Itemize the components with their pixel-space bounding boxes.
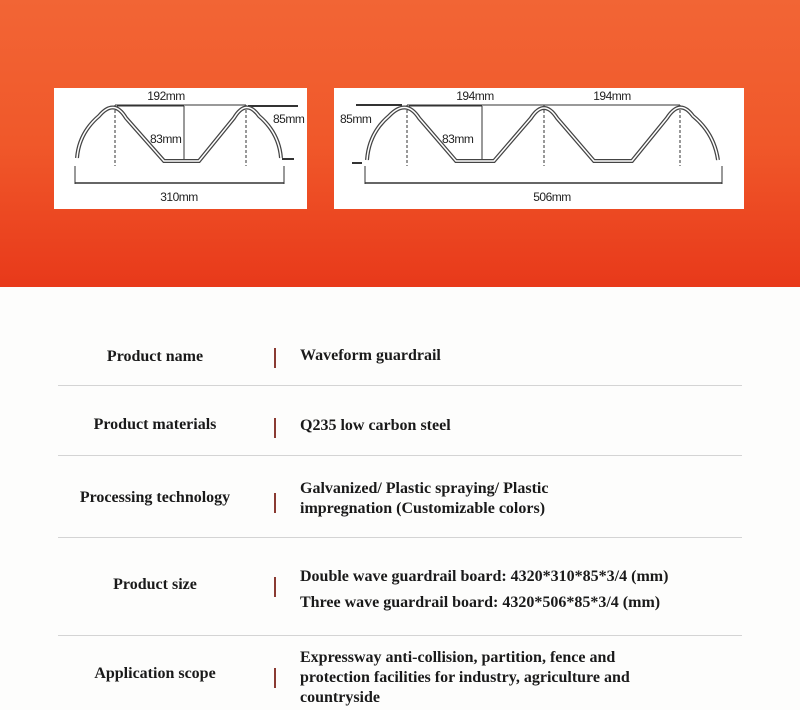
spec-value-line: Galvanized/ Plastic spraying/ Plastic [300, 480, 549, 497]
separator [274, 668, 276, 688]
spec-value-line: Expressway anti-collision, partition, fence and [300, 649, 616, 666]
depth-label: 83mm [442, 132, 474, 146]
width-label: 506mm [533, 190, 571, 204]
pitch-2-label: 194mm [593, 89, 631, 103]
spec-value-line: Double wave guardrail board: 4320*310*85*3/4 (mm) [300, 568, 669, 585]
spec-label: Processing technology [79, 489, 231, 506]
spec-value [300, 648, 770, 708]
height-label: 85mm [273, 112, 305, 126]
spec-value-line: Three wave guardrail board: 4320*506*85*3/4 (mm) [300, 594, 661, 611]
divider [58, 455, 742, 456]
divider [58, 537, 742, 538]
divider [58, 635, 742, 636]
three-wave-diagram [334, 88, 744, 209]
height-label: 85mm [340, 112, 372, 126]
spec-value [300, 479, 770, 519]
spec-value-line: protection facilities for industry, agriculture and [300, 669, 630, 686]
separator [274, 493, 276, 513]
spec-value-line: impregnation (Customizable colors) [300, 500, 546, 517]
spec-label: Product name [106, 348, 204, 365]
separator [274, 348, 276, 368]
spec-value: Waveform guardrail [300, 347, 441, 364]
spec-value [300, 564, 770, 616]
spec-label: Product materials [93, 416, 217, 433]
depth-label: 83mm [150, 132, 182, 146]
width-label: 310mm [160, 190, 198, 204]
separator [274, 577, 276, 597]
spec-value-line: countryside [300, 689, 380, 706]
pitch-label: 192mm [147, 89, 185, 103]
divider [58, 385, 742, 386]
pitch-1-label: 194mm [456, 89, 494, 103]
spec-label: Application scope [94, 665, 216, 682]
double-wave-diagram [54, 88, 307, 209]
separator [274, 418, 276, 438]
spec-value: Q235 low carbon steel [300, 417, 451, 434]
spec-label: Product size [113, 576, 197, 593]
